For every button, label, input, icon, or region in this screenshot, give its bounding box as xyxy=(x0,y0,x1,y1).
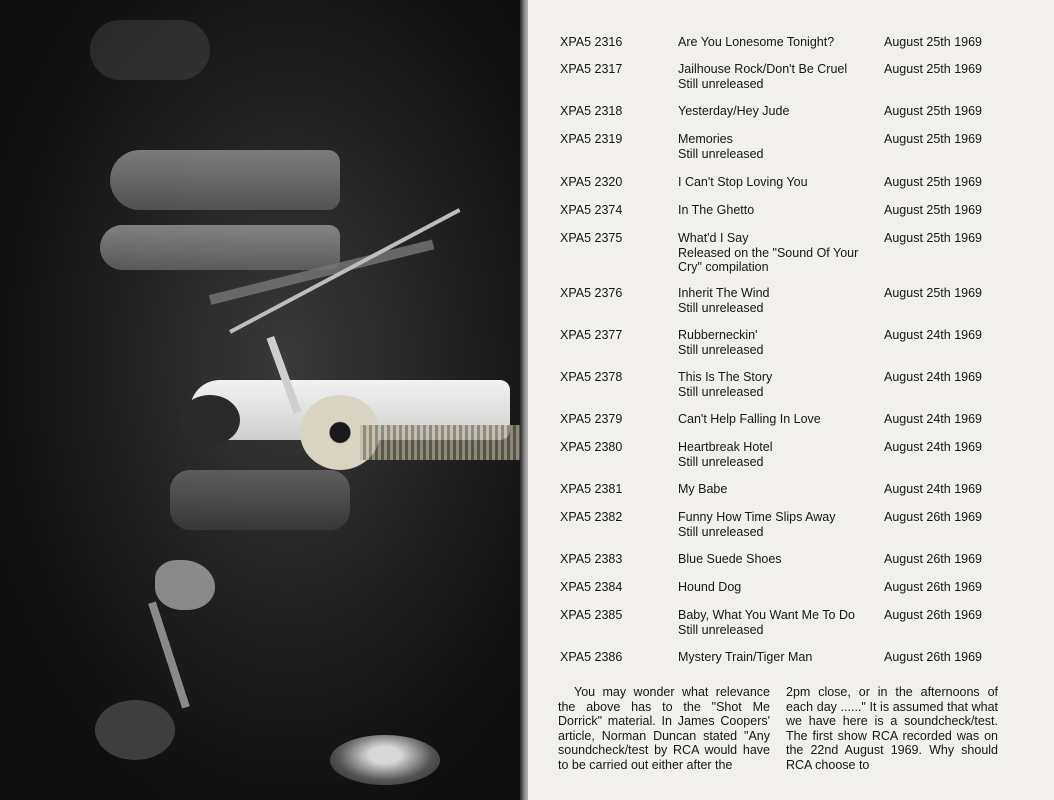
song-title: Jailhouse Rock/Don't Be Cruel xyxy=(678,62,848,76)
session-list xyxy=(528,0,1054,690)
session-date: August 25th 1969 xyxy=(884,203,982,217)
session-number: XPA5 2317 xyxy=(560,62,623,76)
session-number: XPA5 2381 xyxy=(560,482,623,496)
release-note: Still unreleased xyxy=(678,384,764,399)
session-number: XPA5 2382 xyxy=(560,510,623,524)
session-date: August 24th 1969 xyxy=(884,328,982,342)
session-date: August 25th 1969 xyxy=(884,132,982,146)
song-title: Rubberneckin' xyxy=(678,328,758,342)
session-number: XPA5 2378 xyxy=(560,370,623,384)
song-title: Baby, What You Want Me To Do xyxy=(678,608,855,622)
session-number: XPA5 2376 xyxy=(560,286,623,300)
article-right-column: 2pm close, or in the afternoons of each day ......" It is assumed that what we have here is a soundcheck/test. The first show RCA recorded was on the 22nd August 1969. Why should RCA choose to xyxy=(786,685,998,772)
session-date: August 25th 1969 xyxy=(884,35,982,49)
song-title: Memories xyxy=(678,132,733,146)
drum-kit-figure xyxy=(330,735,440,785)
text-page xyxy=(528,0,1054,800)
session-number: XPA5 2316 xyxy=(560,35,623,49)
session-number: XPA5 2384 xyxy=(560,580,623,594)
song-title: Heartbreak Hotel xyxy=(678,440,773,454)
session-date: August 26th 1969 xyxy=(884,580,982,594)
session-date: August 24th 1969 xyxy=(884,440,982,454)
song-title: Are You Lonesome Tonight? xyxy=(678,35,835,49)
release-note: Still unreleased xyxy=(678,300,764,315)
session-number: XPA5 2385 xyxy=(560,608,623,622)
session-number: XPA5 2320 xyxy=(560,175,623,189)
song-title: This Is The Story xyxy=(678,370,773,384)
session-number: XPA5 2386 xyxy=(560,650,623,664)
session-number: XPA5 2379 xyxy=(560,412,623,426)
song-title: Can't Help Falling In Love xyxy=(678,412,821,426)
release-note: Still unreleased xyxy=(678,524,764,539)
session-number: XPA5 2380 xyxy=(560,440,623,454)
session-date: August 25th 1969 xyxy=(884,231,982,245)
session-number: XPA5 2374 xyxy=(560,203,623,217)
session-number: XPA5 2319 xyxy=(560,132,623,146)
session-number: XPA5 2383 xyxy=(560,552,623,566)
bass-guitar-figure xyxy=(155,560,215,610)
session-date: August 24th 1969 xyxy=(884,482,982,496)
release-note: Still unreleased xyxy=(678,454,764,469)
article-left-column: You may wonder what relevance the above has to the "Shot Me Dorrick" material. In James Coopers' article, Norman Duncan stated "Any soundcheck/test by RCA would have to be carried out either after the xyxy=(558,685,770,772)
session-date: August 25th 1969 xyxy=(884,286,982,300)
session-date: August 26th 1969 xyxy=(884,510,982,524)
release-note: Still unreleased xyxy=(678,76,764,91)
release-note: Still unreleased xyxy=(678,622,764,637)
song-title: Funny How Time Slips Away xyxy=(678,510,836,524)
session-number: XPA5 2377 xyxy=(560,328,623,342)
song-title: Blue Suede Shoes xyxy=(678,552,782,566)
session-number: XPA5 2375 xyxy=(560,231,623,245)
release-note: Still unreleased xyxy=(678,146,764,161)
song-title: What'd I Say xyxy=(678,231,749,245)
session-date: August 26th 1969 xyxy=(884,552,982,566)
song-title: Inherit The Wind xyxy=(678,286,770,300)
song-title: Yesterday/Hey Jude xyxy=(678,104,790,118)
session-number: XPA5 2318 xyxy=(560,104,623,118)
song-title: In The Ghetto xyxy=(678,203,755,217)
release-note: Still unreleased xyxy=(678,342,764,357)
session-date: August 24th 1969 xyxy=(884,370,982,384)
band-member-figure xyxy=(100,225,340,270)
session-date: August 26th 1969 xyxy=(884,650,982,664)
song-title: Hound Dog xyxy=(678,580,742,594)
song-title: Mystery Train/Tiger Man xyxy=(678,650,813,664)
song-title: I Can't Stop Loving You xyxy=(678,175,808,189)
session-date: August 25th 1969 xyxy=(884,62,982,76)
session-date: August 24th 1969 xyxy=(884,412,982,426)
band-member-figure xyxy=(110,150,340,210)
session-date: August 25th 1969 xyxy=(884,175,982,189)
session-date: August 26th 1969 xyxy=(884,608,982,622)
concert-photo xyxy=(0,0,524,800)
session-date: August 25th 1969 xyxy=(884,104,982,118)
song-title: My Babe xyxy=(678,482,728,496)
release-note: Released on the "Sound Of Your Cry" compilation xyxy=(678,245,859,274)
